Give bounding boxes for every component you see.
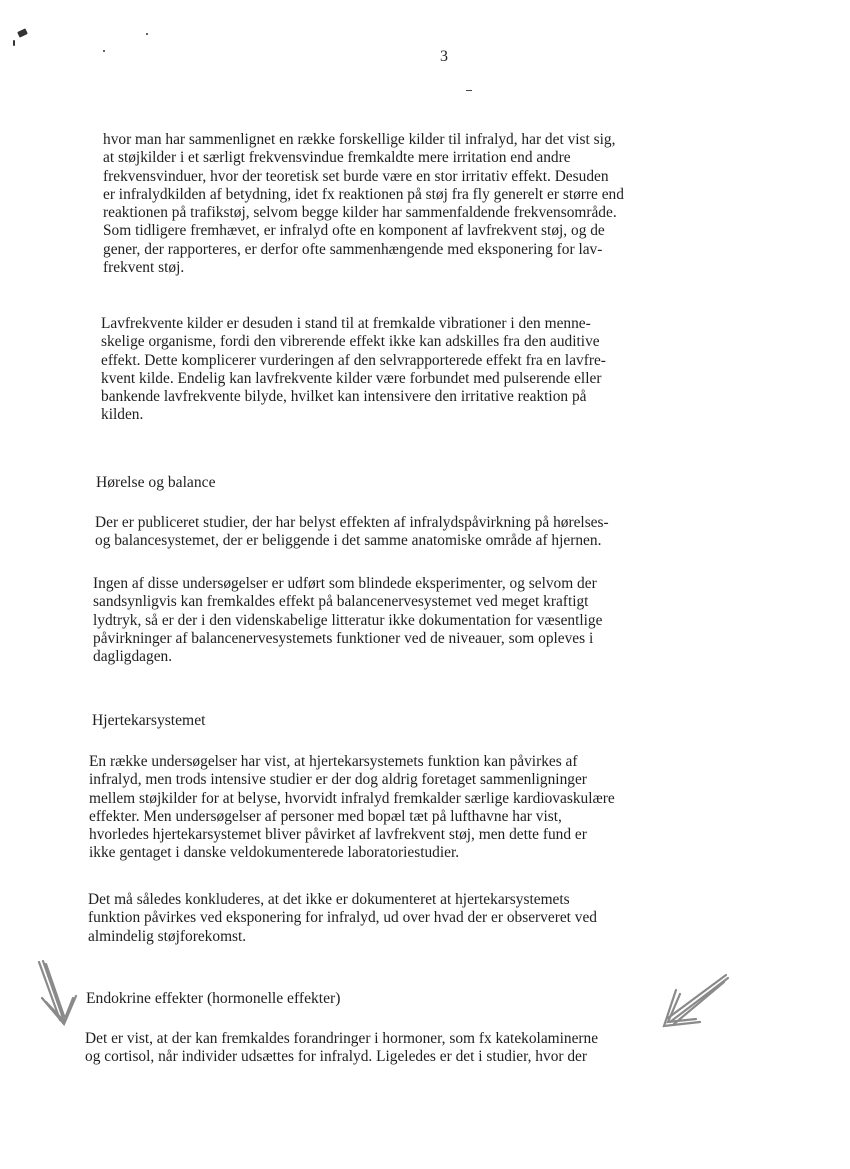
page-number: 3 bbox=[440, 48, 448, 65]
heading-cardiovascular: Hjertekarsystemet bbox=[92, 712, 206, 729]
text-line: mellem støjkilder for at belyse, hvorvidt infralyd fremkalder særlige kardiovaskulære bbox=[89, 789, 615, 807]
text-line: dagligdagen. bbox=[93, 648, 173, 666]
paragraph-low-frequency-vibrations bbox=[101, 315, 711, 425]
text-line: effekt. Dette komplicerer vurderingen af den selvrapporterede effekt fra en lavfre- bbox=[101, 351, 606, 369]
text-line: Lavfrekvente kilder er desuden i stand til at fremkalde vibrationer i den menne- bbox=[101, 315, 591, 332]
paragraph-cardio-conclusion bbox=[88, 891, 698, 946]
scan-speck bbox=[146, 33, 148, 35]
text-line: Det må således konkluderes, at det ikke er dokumenteret at hjertekarsystemets bbox=[88, 891, 570, 908]
pencil-arrow-left-icon bbox=[34, 958, 84, 1030]
paragraph-hearing-studies bbox=[95, 514, 705, 551]
text-line: hvorledes hjertekarsystemet bliver påvirket af lavfrekvent støj, men dette fund er bbox=[89, 826, 587, 844]
paragraph-cardio-studies bbox=[89, 753, 699, 863]
pencil-arrow-right-icon bbox=[656, 972, 736, 1032]
text-line: En række undersøgelser har vist, at hjertekarsystemets funktion kan påvirkes af bbox=[89, 753, 578, 770]
scan-mark bbox=[466, 90, 472, 91]
text-line: og cortisol, når individer udsættes for infralyd. Ligeledes er det i studier, hvor der bbox=[85, 1048, 588, 1066]
text-line: er infralydkilden af betydning, idet fx reaktionen på støj fra fly generelt er større end bbox=[103, 185, 624, 203]
text-line: skelige organisme, fordi den vibrerende effekt ikke kan adskilles fra den auditive bbox=[101, 333, 600, 351]
text-line: almindelig støjforekomst. bbox=[88, 927, 247, 945]
paragraph-balance-findings bbox=[93, 575, 703, 666]
text-line: påvirkninger af balancenervesystemets funktioner ved de niveauer, som opleves i bbox=[93, 629, 594, 647]
text-line: bankende lavfrekvente bilyde, hvilket kan intensivere den irritative reaktion på bbox=[101, 388, 587, 406]
text-line: hvor man har sammenlignet en række forskellige kilder til infralyd, har det vist sig, bbox=[103, 131, 616, 148]
text-line: funktion påvirkes ved eksponering for infralyd, ud over hvad der er observeret ved bbox=[88, 909, 598, 927]
text-line: sandsynligvis kan fremkaldes effekt på balancenervesystemet ved meget kraftigt bbox=[93, 593, 589, 611]
text-line: kvent kilde. Endelig kan lavfrekvente kilder være forbundet med pulserende eller bbox=[101, 369, 602, 387]
text-line: reaktionen på trafikstøj, selvom begge kilder har sammenfaldende frekvensområde. bbox=[103, 204, 617, 222]
text-line: frekvent støj. bbox=[103, 259, 185, 277]
text-line: gener, der rapporteres, er derfor ofte sammenhængende med eksponering for lav- bbox=[103, 240, 603, 258]
scan-speck bbox=[13, 40, 15, 46]
text-line: lydtryk, så er der i den videnskabelige litteratur ikke dokumentation for væsentlige bbox=[93, 611, 603, 629]
text-line: effekter. Men undersøgelser af personer med bopæl tæt på lufthavne har vist, bbox=[89, 807, 562, 825]
text-line: Ingen af disse undersøgelser er udført som blindede eksperimenter, og selvom der bbox=[93, 575, 597, 592]
scan-speck bbox=[17, 28, 28, 37]
text-line: frekvensvinduer, hvor der teoretisk set burde være en stor irritativ effekt. Desuden bbox=[103, 167, 609, 185]
heading-hearing-balance: Hørelse og balance bbox=[96, 474, 216, 491]
text-line: og balancesystemet, der er beliggende i det samme anatomiske område af hjernen. bbox=[95, 532, 602, 550]
paragraph-endocrine-hormones bbox=[85, 1030, 695, 1067]
text-line: at støjkilder i et særligt frekvensvindue fremkaldte mere irritation end andre bbox=[103, 149, 571, 167]
scan-speck bbox=[103, 50, 105, 52]
text-line: Det er vist, at der kan fremkaldes forandringer i hormoner, som fx katekolaminerne bbox=[85, 1030, 599, 1047]
text-line: Som tidligere fremhævet, er infralyd ofte en komponent af lavfrekvent støj, og de bbox=[103, 222, 605, 240]
paragraph-infrasound-sources bbox=[103, 131, 713, 277]
text-line: ikke gentaget i danske veldokumenterede laboratoriestudier. bbox=[89, 844, 460, 862]
text-line: Der er publiceret studier, der har belyst effekten af infralydspåvirkning på hørelses- bbox=[95, 514, 609, 531]
text-line: kilden. bbox=[101, 406, 144, 424]
text-line: infralyd, men trods intensive studier er der dog aldrig foretaget sammenligninger bbox=[89, 771, 587, 789]
heading-endocrine-effects: Endokrine effekter (hormonelle effekter) bbox=[86, 990, 341, 1007]
